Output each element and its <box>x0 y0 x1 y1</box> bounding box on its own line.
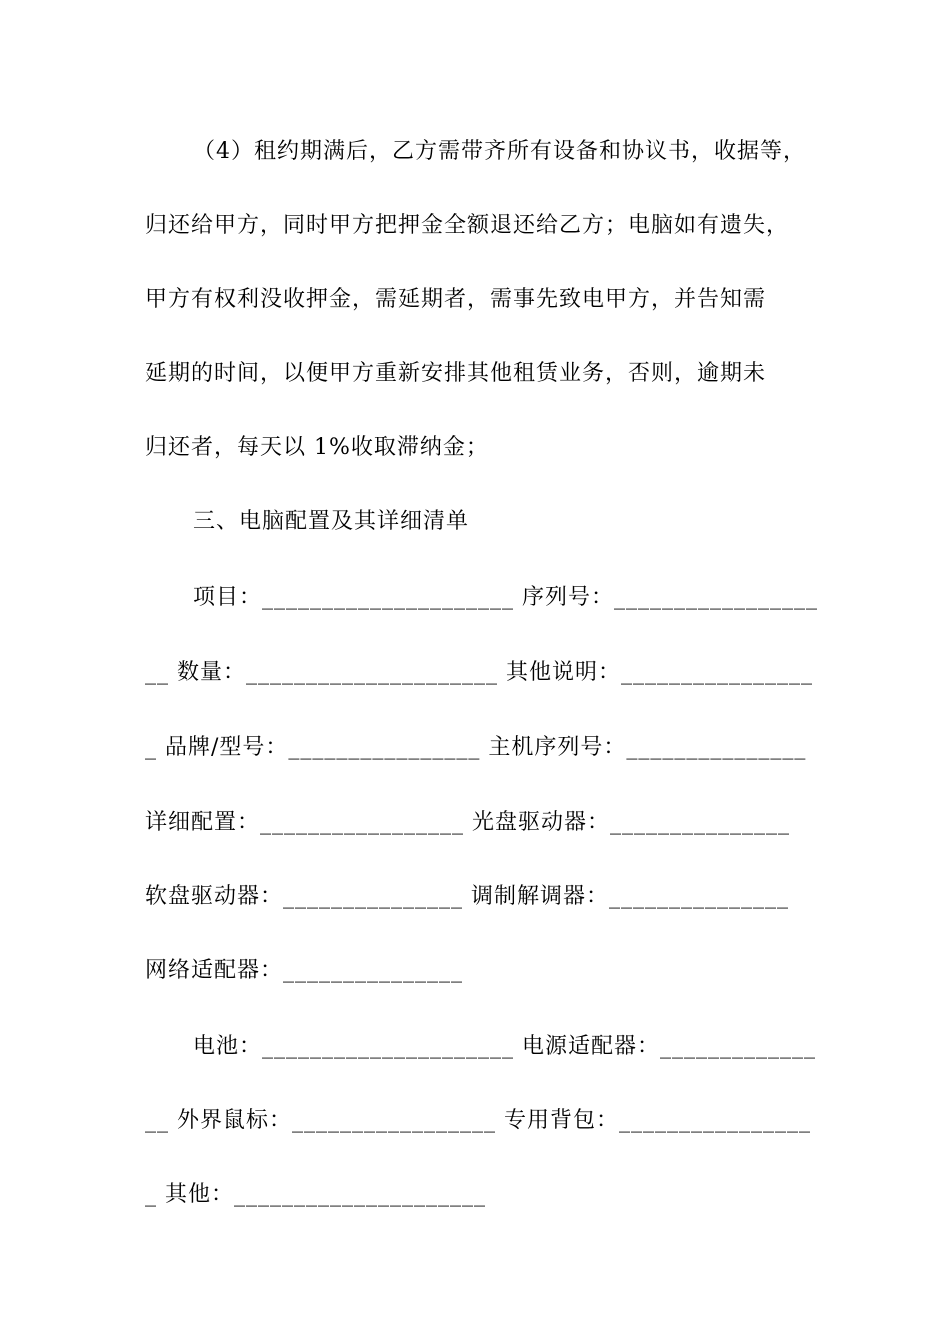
form-line-1: 项目：_____________________ 序列号：_________________ <box>193 585 818 610</box>
form-line-6: 网络适配器：_______________ <box>145 958 464 983</box>
paragraph-line-3: 甲方有权利没收押金，需延期者，需事先致电甲方，并告知需 <box>145 287 767 312</box>
form-line-2: __ 数量：_____________________ 其他说明：________________ <box>145 660 813 685</box>
paragraph-line-1: （4）租约期满后，乙方需带齐所有设备和协议书，收据等， <box>193 139 806 164</box>
form-line-9: _ 其他：_____________________ <box>145 1182 486 1207</box>
section-heading: 三、电脑配置及其详细清单 <box>193 509 470 534</box>
form-line-8: __ 外界鼠标：_________________ 专用背包：________________ <box>145 1108 811 1133</box>
paragraph-line-4: 延期的时间，以便甲方重新安排其他租赁业务，否则，逾期未 <box>145 361 767 386</box>
form-line-3: _ 品牌/型号：________________ 主机序列号：_______________ <box>145 735 807 760</box>
paragraph-line-5: 归还者，每天以 1%收取滞纳金； <box>145 435 489 460</box>
form-line-5: 软盘驱动器：_______________ 调制解调器：_______________ <box>145 884 789 909</box>
form-line-7: 电池：_____________________ 电源适配器：_____________ <box>193 1034 816 1059</box>
form-line-4: 详细配置：_________________ 光盘驱动器：_______________ <box>145 810 790 835</box>
paragraph-line-2: 归还给甲方，同时甲方把押金全额退还给乙方；电脑如有遗失， <box>145 213 790 238</box>
